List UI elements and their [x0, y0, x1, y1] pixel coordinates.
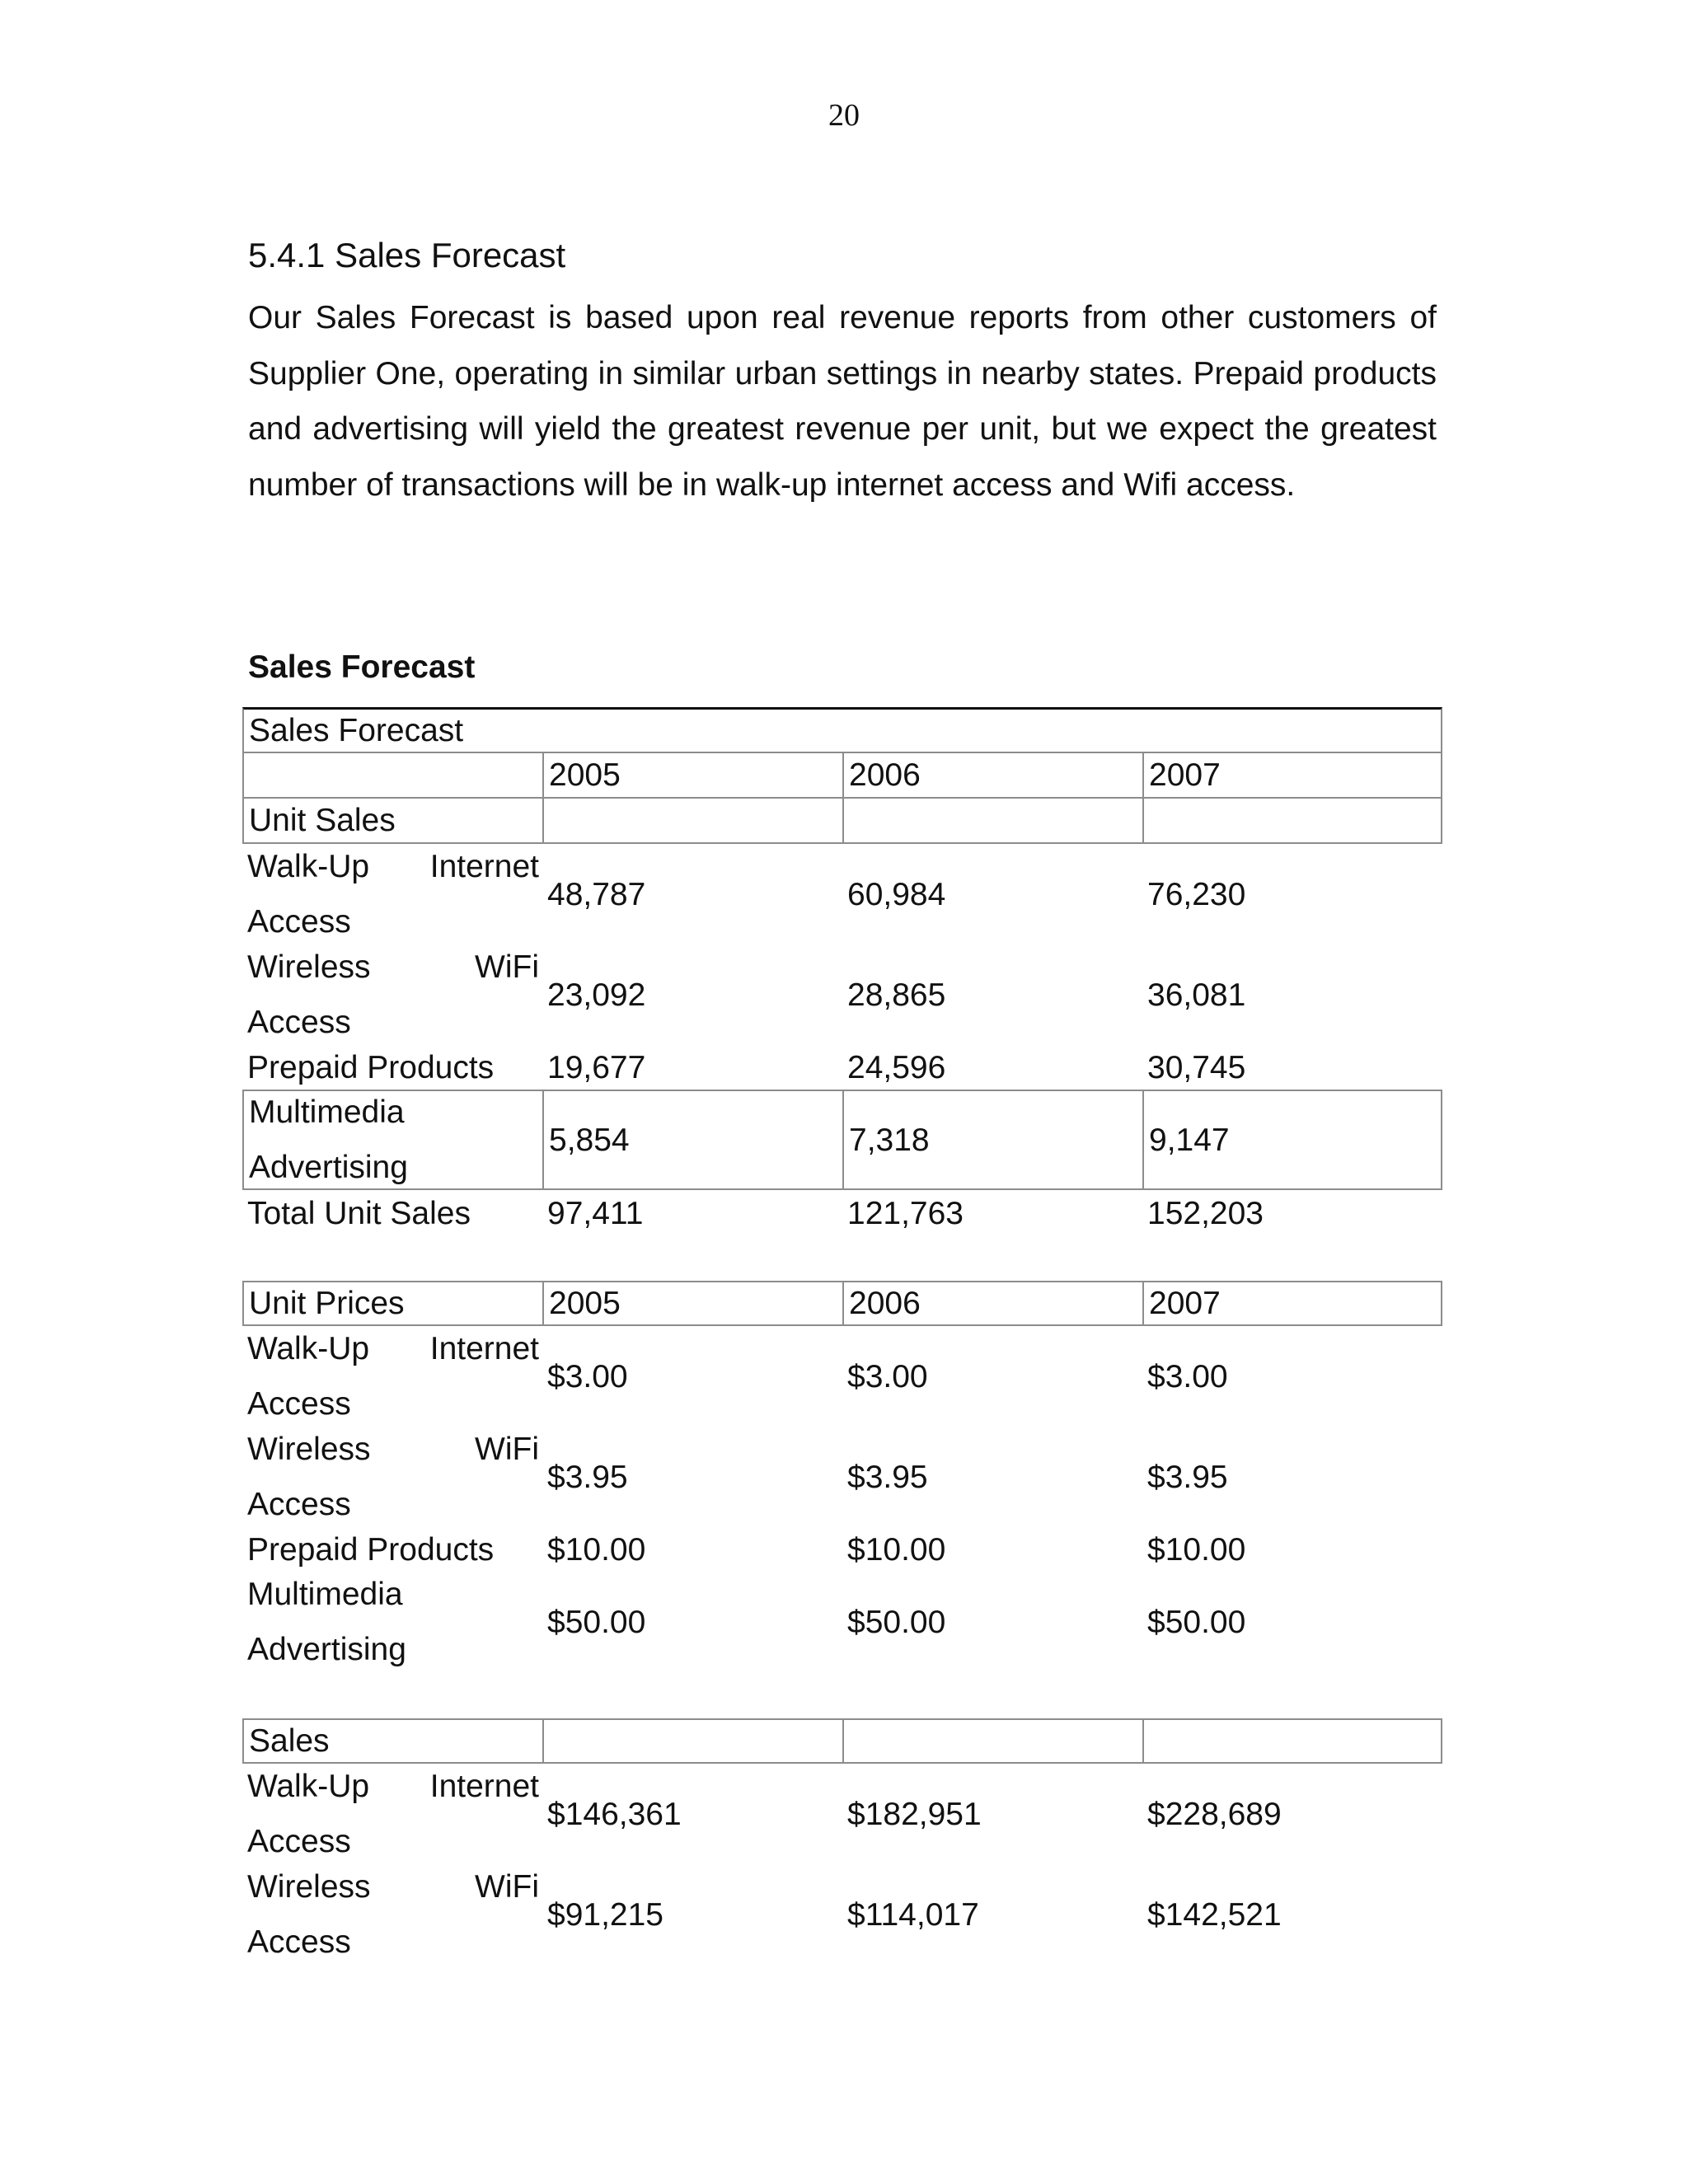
row-label-cell: [242, 1572, 542, 1672]
header-cell: 2007: [1142, 1281, 1442, 1326]
row-label-part: Advertising: [249, 1150, 408, 1185]
row-label-part: WiFi: [475, 949, 539, 985]
value-cell: $50.00: [1147, 1604, 1246, 1640]
empty-cell: [842, 799, 1142, 844]
value-cell: 24,596: [847, 1049, 946, 1085]
value-cell: 28,865: [847, 977, 946, 1013]
row-label-cell: [242, 944, 542, 1045]
value-cell: 48,787: [547, 876, 646, 912]
header-cell: [542, 1718, 842, 1764]
header-cell: [1142, 1718, 1442, 1764]
header-cell: Unit Prices: [242, 1281, 542, 1326]
value-cell: 36,081: [1147, 977, 1246, 1013]
total-value-cell: 121,763: [847, 1195, 964, 1231]
row-label-part: WiFi: [475, 1432, 539, 1467]
row-label-part: Access: [247, 1005, 351, 1040]
value-cell: $3.95: [547, 1459, 628, 1495]
table-row: [242, 1718, 1442, 1764]
section-label-cell: Unit Sales: [242, 799, 542, 844]
header-cell: 2007: [1142, 753, 1442, 799]
value-cell: $114,017: [847, 1896, 979, 1933]
row-label-part: Access: [247, 1924, 351, 1960]
value-cell: $50.00: [847, 1604, 946, 1640]
table-row: [242, 1572, 1442, 1672]
table-row: [242, 1281, 1442, 1326]
row-label-cell: [242, 1090, 542, 1190]
header-cell: 2006: [842, 1281, 1142, 1326]
value-cell: $91,215: [547, 1896, 663, 1933]
table-row: [242, 1527, 1442, 1572]
row-label-part: Access: [247, 1487, 351, 1522]
table-row: [242, 944, 1442, 1045]
table-row: [242, 799, 1442, 844]
row-label-part: Walk-Up: [247, 1331, 370, 1366]
value-cell: $146,361: [547, 1796, 682, 1832]
value-cell: 60,984: [847, 876, 946, 912]
row-label-part: Access: [247, 1824, 351, 1859]
value-cell: 9,147: [1142, 1090, 1442, 1190]
value-cell: $10.00: [847, 1531, 946, 1568]
sales-forecast-table: [242, 707, 1442, 1965]
header-cell: 2005: [542, 753, 842, 799]
value-cell: 5,854: [542, 1090, 842, 1190]
row-label-part: Advertising: [247, 1632, 406, 1667]
row-label-cell: [242, 1326, 542, 1427]
empty-cell: [542, 799, 842, 844]
row-label-cell: [242, 844, 542, 944]
row-label-cell: [242, 1764, 542, 1864]
value-cell: $10.00: [1147, 1531, 1246, 1568]
value-cell: $3.00: [547, 1358, 628, 1394]
total-label-cell: Total Unit Sales: [247, 1195, 471, 1231]
intro-paragraph: Our Sales Forecast is based upon real revenue reports from other customers of Supplier One, operating in similar urban settings in nearby states. Prepaid products and advertising will yield the greatest revenue per unit, but we expect the greatest number of transactions will be in walk-up internet access and Wifi access.: [248, 300, 1437, 503]
section-heading: 5.4.1 Sales Forecast: [248, 236, 566, 274]
row-label-part: Wireless: [247, 1869, 371, 1905]
row-label-part: Access: [247, 1386, 351, 1422]
row-label-part: Internet: [429, 849, 539, 884]
header-cell: 2005: [542, 1281, 842, 1326]
value-cell: $228,689: [1147, 1796, 1282, 1832]
table-row-total: [242, 1190, 1442, 1236]
table-row: [242, 1764, 1442, 1864]
value-cell: 7,318: [842, 1090, 1142, 1190]
block-spacer: [242, 1672, 1442, 1718]
value-cell: $10.00: [547, 1531, 646, 1568]
row-label-part: Access: [247, 904, 351, 940]
value-cell: $3.00: [847, 1358, 928, 1394]
table-caption: Sales Forecast: [248, 649, 476, 685]
row-label-part: WiFi: [475, 1869, 539, 1905]
table-row: [242, 1090, 1442, 1190]
header-cell: Sales: [242, 1718, 542, 1764]
table-title: Sales Forecast: [249, 713, 464, 748]
row-label-part: Wireless: [247, 949, 371, 985]
table-row: [242, 1427, 1442, 1527]
total-value-cell: 97,411: [547, 1195, 644, 1231]
table-row: [242, 844, 1442, 944]
header-cell: [242, 753, 542, 799]
row-label-cell: Prepaid Products: [247, 1049, 495, 1085]
row-label-part: Walk-Up: [247, 1769, 370, 1804]
table-row: [242, 1326, 1442, 1427]
row-label-part: Wireless: [247, 1432, 371, 1467]
row-label-part: Internet: [429, 1769, 539, 1804]
value-cell: 19,677: [547, 1049, 646, 1085]
row-label-part: Multimedia: [247, 1577, 403, 1612]
total-value-cell: 152,203: [1147, 1195, 1264, 1231]
value-cell: 30,745: [1147, 1049, 1246, 1085]
row-label-part: Multimedia: [249, 1094, 405, 1130]
value-cell: $142,521: [1147, 1896, 1282, 1933]
block-spacer: [242, 1236, 1442, 1281]
value-cell: 76,230: [1147, 876, 1246, 912]
row-label-cell: Prepaid Products: [247, 1531, 495, 1568]
table-row: [242, 753, 1442, 799]
table-row: [242, 1864, 1442, 1965]
value-cell: $3.95: [1147, 1459, 1228, 1495]
value-cell: $182,951: [847, 1796, 982, 1832]
row-label-cell: [242, 1427, 542, 1527]
table-row: [242, 1045, 1442, 1090]
value-cell: $50.00: [547, 1604, 646, 1640]
header-cell: [842, 1718, 1142, 1764]
value-cell: 23,092: [547, 977, 646, 1013]
page-number: 20: [828, 98, 860, 133]
row-label-cell: [242, 1864, 542, 1965]
value-cell: $3.00: [1147, 1358, 1228, 1394]
row-label-part: Walk-Up: [247, 849, 370, 884]
row-label-part: Internet: [429, 1331, 539, 1366]
value-cell: $3.95: [847, 1459, 928, 1495]
header-cell: 2006: [842, 753, 1142, 799]
empty-cell: [1142, 799, 1442, 844]
table-title-row: [242, 707, 1442, 753]
